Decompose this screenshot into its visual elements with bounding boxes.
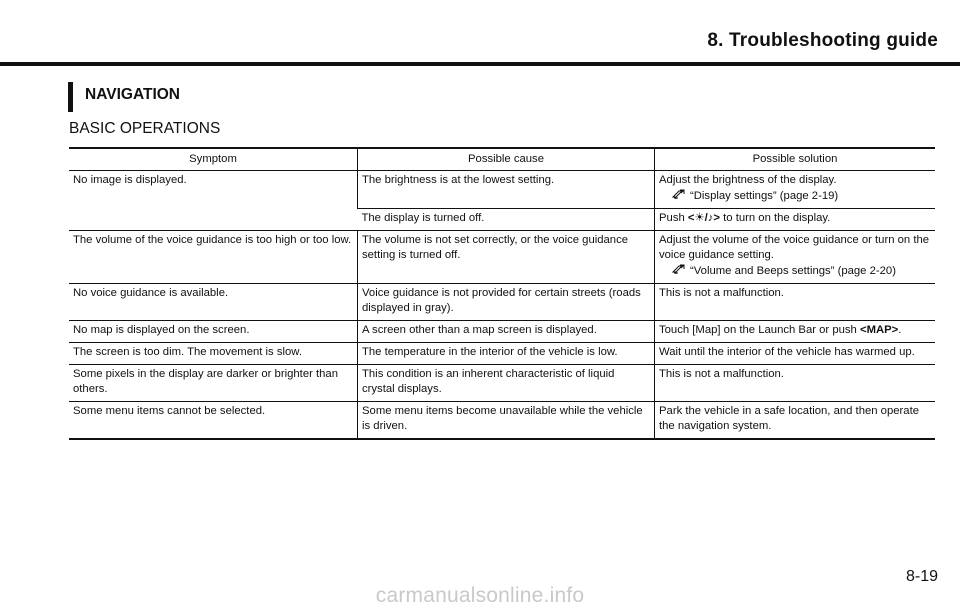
page-reference-icon	[671, 188, 687, 200]
solution-text: to turn on the display.	[723, 212, 831, 224]
section-marker-bar	[68, 82, 73, 112]
solution-cell	[655, 209, 936, 231]
cause-cell: The volume is not set correctly, or the voice guidance setting is turned off.	[358, 231, 655, 284]
page-number: 8-19	[905, 568, 938, 585]
symptom-cell: The volume of the voice guidance is too high or too low.	[69, 231, 358, 284]
table-row	[69, 402, 935, 440]
solution-cell: This is not a malfunction.	[655, 284, 936, 321]
chapter-title: 8. Troubleshooting guide	[707, 30, 938, 51]
symptom-cell: Some menu items cannot be selected.	[69, 402, 358, 440]
subsection-title: BASIC OPERATIONS	[69, 120, 221, 137]
page-reference	[659, 263, 931, 279]
solution-text: Push	[659, 212, 685, 224]
section-title: NAVIGATION	[85, 86, 181, 103]
column-header-possible-solution: Possible solution	[655, 148, 936, 171]
troubleshooting-table	[69, 147, 935, 440]
solution-cell	[655, 171, 936, 209]
cause-cell: Some menu items become unavailable while the vehicle is driven.	[358, 402, 655, 440]
watermark: carmanualsonline.info	[375, 584, 585, 607]
map-key-label: <MAP>	[859, 324, 899, 336]
symptom-cell: No image is displayed.	[69, 171, 358, 231]
table-row	[69, 343, 935, 365]
symptom-cell: No map is displayed on the screen.	[69, 321, 358, 343]
page-reference-text: “Volume and Beeps settings” (page 2-20)	[690, 265, 896, 277]
table-header-row	[69, 148, 935, 171]
cause-cell: The brightness is at the lowest setting.	[358, 171, 655, 209]
solution-text: Adjust the brightness of the display.	[659, 174, 837, 186]
solution-cell: Park the vehicle in a safe location, and then operate the navigation system.	[655, 402, 936, 440]
symptom-cell: No voice guidance is available.	[69, 284, 358, 321]
solution-cell: Wait until the interior of the vehicle has warmed up.	[655, 343, 936, 365]
cause-cell: This condition is an inherent characteristic of liquid crystal displays.	[358, 365, 655, 402]
table-row	[69, 321, 935, 343]
solution-cell: This is not a malfunction.	[655, 365, 936, 402]
page-reference-text: “Display settings” (page 2-19)	[690, 190, 839, 202]
table-row	[69, 284, 935, 321]
cause-cell: The display is turned off.	[358, 209, 655, 231]
solution-cell	[655, 321, 936, 343]
page-reference-icon	[671, 263, 687, 275]
page-reference	[659, 188, 931, 204]
cause-cell: Voice guidance is not provided for certain streets (roads displayed in gray).	[358, 284, 655, 321]
cause-cell: A screen other than a map screen is displayed.	[358, 321, 655, 343]
display-key-label: <☀/♪>	[687, 212, 720, 224]
solution-text: Touch [Map] on the Launch Bar or push	[659, 324, 857, 336]
solution-text: Adjust the volume of the voice guidance or turn on the voice guidance setting.	[659, 234, 930, 261]
column-header-symptom: Symptom	[69, 148, 358, 171]
cause-cell: The temperature in the interior of the vehicle is low.	[358, 343, 655, 365]
table-row	[69, 365, 935, 402]
table-row	[69, 171, 935, 209]
solution-cell	[655, 231, 936, 284]
header-rule	[0, 62, 960, 66]
column-header-possible-cause: Possible cause	[358, 148, 655, 171]
symptom-cell: Some pixels in the display are darker or brighter than others.	[69, 365, 358, 402]
solution-text: .	[898, 324, 902, 336]
symptom-cell: The screen is too dim. The movement is slow.	[69, 343, 358, 365]
table-row	[69, 231, 935, 284]
